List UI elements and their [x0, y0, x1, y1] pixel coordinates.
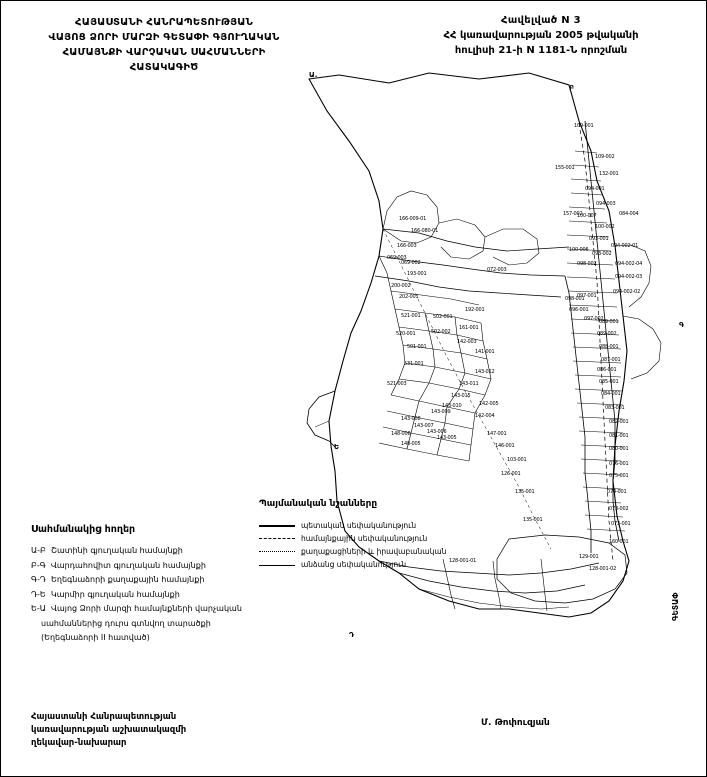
- map-vector-graphic: [279, 61, 699, 661]
- parcel-code-label: 520-001: [396, 331, 416, 337]
- parcel-code-label: 157-002: [563, 211, 583, 217]
- legend-item-0: Ա-Բ Շատինի գյուղական համայնքի: [31, 546, 183, 555]
- parcel-code-label: 073-002: [609, 506, 629, 512]
- parcel-code-label: 132-001: [599, 171, 619, 177]
- symbol-row-citizens: [259, 545, 509, 558]
- header-left-line-4: ՀԱՏԱԿԱԳԻԾ: [129, 62, 199, 73]
- symbol-label-state: պետական սեփականություն: [301, 521, 417, 530]
- parcel-code-label: 143-012: [475, 369, 495, 375]
- symbol-row-persons: [259, 558, 509, 571]
- parcel-code-label: 097-002: [584, 316, 604, 322]
- annex-number: Հավելված N 3: [501, 15, 581, 26]
- parcel-code-label: 129-001: [579, 554, 599, 560]
- legend-item-3: Դ-Ե Կարմիր գյուղական համայնքի: [31, 589, 180, 599]
- parcel-code-label: 103-001: [507, 457, 527, 463]
- parcel-code-label: 083-001: [605, 405, 625, 411]
- parcel-code-label: 146-001: [495, 443, 515, 449]
- legend-item-2: Գ-Դ Եղեգնաձորի քաղաքային համայնքի: [31, 575, 205, 584]
- parcel-code-label: 143-009: [431, 409, 451, 415]
- parcel-code-label: 080-001: [609, 446, 629, 452]
- parcel-code-label: 135-001: [515, 489, 535, 495]
- parcel-code-label: 126-001: [501, 471, 521, 477]
- parcel-code-label: 147-001: [487, 431, 507, 437]
- parcel-code-label: 081-001: [609, 433, 629, 439]
- parcel-code-label: 128-001-02: [589, 566, 617, 572]
- parcel-code-label: 148-005: [401, 441, 421, 447]
- symbol-label-persons: անձանց սեփականություն: [301, 560, 407, 569]
- header-left-line-3: ՀԱՄԱՅՆՔԻ ՎԱՐՉԱԿԱՆ ՍԱՀՄԱՆՆԵՐԻ: [62, 47, 266, 58]
- parcel-code-label: 076-001: [609, 461, 629, 467]
- parcel-code-label: 166-080-01: [411, 228, 439, 234]
- parcel-code-label: 143-006: [427, 429, 447, 435]
- parcel-code-label: 093-002: [592, 251, 612, 257]
- footer-signature-block: [31, 711, 281, 750]
- parcel-code-label: 143-007: [414, 423, 434, 429]
- parcel-code-label: 161-001: [459, 325, 479, 331]
- parcel-code-label: 202-001: [399, 294, 419, 300]
- parcel-code-label: 142-005: [479, 401, 499, 407]
- settlement-name-label: ԳԵՏԱՓ: [671, 592, 680, 621]
- parcel-code-label: 075-001: [609, 473, 629, 479]
- map-canvas: [279, 61, 699, 661]
- parcel-code-label: 143-005: [437, 435, 457, 441]
- parcel-code-label: 160-001: [609, 539, 629, 545]
- parcel-code-label: 200-002: [391, 283, 411, 289]
- line-dashed-icon: [259, 534, 295, 544]
- parcel-code-label: 166-009-01: [399, 216, 427, 222]
- parcel-code-label: 143-015: [451, 393, 471, 399]
- parcel-code-label: 094-002-01: [611, 243, 639, 249]
- footer-line-3: ղեկավար-նախարար: [31, 738, 127, 748]
- parcel-code-label: 093-001: [589, 236, 609, 242]
- boundary-vertex-label: Գ: [679, 321, 685, 329]
- parcel-code-label: 148-006: [391, 431, 411, 437]
- boundary-vertex-label: Բ: [569, 84, 575, 92]
- boundary-vertex-label: Ե: [334, 443, 340, 451]
- header-left-line-1: ՀԱՅԱՍՏԱՆԻ ՀԱՆՐԱՊԵՏՈՒԹՅԱՆ: [75, 17, 253, 28]
- symbols-title: Պայմանական նշանները: [259, 499, 378, 509]
- parcel-code-label: 089-001: [599, 319, 619, 325]
- parcel-code-label: 143-011: [459, 381, 479, 387]
- parcel-code-label: 501-001: [407, 344, 427, 350]
- parcel-code-label: 521-003: [387, 381, 407, 387]
- parcel-code-label: 135-001: [523, 517, 543, 523]
- footer-signer-name: Մ. Թոփուզյան: [481, 718, 550, 728]
- parcel-code-label: 094-003: [596, 201, 616, 207]
- parcel-code-label: 074-001: [607, 489, 627, 495]
- parcel-code-label: 084-004: [619, 211, 639, 217]
- decree-line-2: հուլիսի 21-ի N 1181-Ն որոշման: [454, 45, 628, 56]
- parcel-code-label: 072-003: [487, 267, 507, 273]
- parcel-code-label: 142-003: [457, 339, 477, 345]
- parcel-code-label: 089-002: [597, 331, 617, 337]
- header-right-reference: [391, 13, 691, 58]
- parcel-code-label: 502-002: [431, 329, 451, 335]
- parcel-code-label: 085-001: [599, 379, 619, 385]
- parcel-code-label: 096-001: [569, 307, 589, 313]
- parcel-code-label: 142-004: [475, 413, 495, 419]
- parcel-code-label: 082-001: [609, 419, 629, 425]
- parcel-code-label: 155-001: [555, 165, 575, 171]
- parcel-code-label: 100-006: [569, 247, 589, 253]
- parcel-code-label: 098-001: [565, 296, 585, 302]
- parcel-code-label: 069-002: [401, 260, 421, 266]
- parcel-code-label: 087-001: [601, 357, 621, 363]
- parcel-code-label: 109-002: [595, 154, 615, 160]
- legend-title: Սահմանակից հողեր: [31, 524, 136, 535]
- symbol-label-community: համայնքային սեփականություն: [301, 534, 428, 543]
- legend-items: [31, 544, 281, 646]
- parcel-code-label: 531-001: [404, 361, 424, 367]
- footer-line-1: Հայաստանի Հանրապետության: [31, 712, 177, 722]
- parcel-code-label: 100-007: [577, 213, 597, 219]
- boundary-vertex-label: Ա.: [309, 71, 318, 79]
- parcel-code-label: 521-001: [401, 313, 421, 319]
- parcel-code-label: 094-002-02: [613, 289, 641, 295]
- parcel-code-label: 109-001: [574, 123, 594, 129]
- parcel-code-label: 141-001: [475, 349, 495, 355]
- parcel-code-label: 069-003: [387, 255, 407, 261]
- parcel-code-label: 086-001: [597, 367, 617, 373]
- parcel-code-label: 143-008: [401, 416, 421, 422]
- decree-line-1: ՀՀ կառավարության 2005 թվականի: [443, 30, 639, 41]
- parcel-code-label: 094-002-04: [615, 261, 643, 267]
- parcel-code-label: 192-001: [465, 307, 485, 313]
- boundary-vertex-label: Դ: [349, 631, 355, 639]
- parcel-code-label: 097-001: [577, 293, 597, 299]
- parcel-code-label: 098-002: [577, 261, 597, 267]
- parcel-code-label: 502-001: [433, 314, 453, 320]
- footer-line-2: կառավարության աշխատակազմի: [31, 725, 187, 735]
- legend-item-5: սահմաններից դուրս գտնվող տարածքի: [41, 618, 211, 628]
- header-left-line-2: ՎԱՅՈՑ ՁՈՐԻ ՄԱՐԶԻ ԳԵՏԱՓԻ ԳՅՈՒՂԱԿԱՆ: [48, 32, 280, 43]
- parcel-code-label: 088-001: [599, 344, 619, 350]
- parcel-code-label: 128-001-01: [449, 558, 477, 564]
- parcel-code-label: 193-001: [407, 271, 427, 277]
- header-left-title: [19, 15, 309, 75]
- symbols-legend: [259, 519, 509, 571]
- line-solid-icon: [259, 521, 295, 531]
- legend-item-6: (Եղեգնաձորի II հատված): [41, 633, 150, 642]
- legend-item-4: Ե-Ա Վայոց Ձորի մարզի համայնքների վարչական: [31, 604, 242, 613]
- parcel-code-label: 166-003: [397, 243, 417, 249]
- parcel-code-label: 143-010: [442, 403, 462, 409]
- parcel-code-label: 094-002-03: [615, 274, 643, 280]
- parcel-code-label: 073-001: [611, 521, 631, 527]
- symbol-row-community: [259, 532, 509, 545]
- symbol-label-citizens: քաղաքացիների և իրավաբանական: [301, 547, 447, 556]
- parcel-code-label: 100-002: [595, 224, 615, 230]
- parcel-code-label: 094-001: [585, 186, 605, 192]
- legend-item-1: Բ-Գ Վարդահովիտ գյուղական համայնքի: [31, 560, 206, 570]
- symbol-row-state: [259, 519, 509, 532]
- parcel-code-label: 084-001: [601, 391, 621, 397]
